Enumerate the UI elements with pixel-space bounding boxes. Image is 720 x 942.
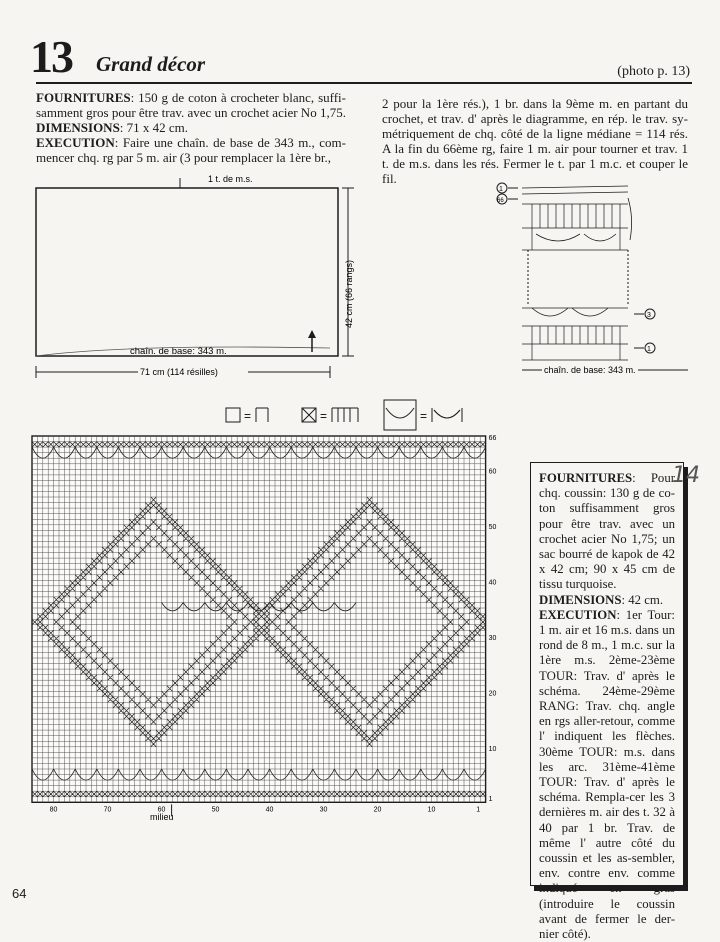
svg-text:=: = [420,409,428,423]
cushion-supplies-label: FOURNITURES [539,471,633,485]
chart-column-number: 50 [211,806,220,814]
section-title: Grand décor [96,52,206,76]
legend-open-mesh [226,408,268,423]
schematic-height-label: 42 cm (66 rangs) [344,259,354,328]
header-rule [36,82,692,84]
dimensions-paragraph [36,120,346,135]
chart-column-numbers [50,804,481,816]
dimension-schematic [30,168,360,380]
chart-column-number: 30 [319,806,328,814]
supplies-text: : 150 g de coton à crocheter blanc, suffi-samment gros pour être trav. avec un crochet acier No 1,75. [36,90,346,120]
detail-base-label: chaîn. de base: 343 m. [544,365,636,375]
dimensions-label: DIMENSIONS [36,120,120,135]
row-label-66: 66 [497,198,504,204]
chart-row-number: 30 [488,634,497,642]
execution-label: EXECUTION [36,135,115,150]
row-label-3: 3 [647,312,651,319]
chart-row-numbers [489,435,497,803]
handwritten-page-mark: 14 [672,463,700,488]
chart-row-number: 20 [488,690,497,698]
detail-stitch-diagram [488,178,688,378]
supplies-paragraph [36,90,346,120]
svg-text:=: = [244,409,252,423]
chart-column-number: 60 [157,806,166,814]
chart-column-number: 10 [427,806,436,814]
cushion-execution-label: EXECUTION [539,607,617,622]
detail-upper-stitches [532,204,620,250]
execution-paragraph [36,135,346,165]
chart-row-number: 1 [488,795,493,803]
execution-text: : Faire une chaîn. de base de 343 m., com-mencer chq. rg par 5 m. air (3 pour remplacer la 1ère br., [36,135,346,165]
chart-row-number: 66 [488,435,497,442]
middle-label: milieu [150,812,174,822]
legend-arch [384,400,462,430]
legend-filled-mesh [302,408,358,423]
cushion-text [539,471,675,942]
detail-turning-chain [628,198,632,240]
start-arrow-head [308,330,316,338]
schematic-width-label: 71 cm (114 résilles) [140,367,218,377]
page-number: 64 [12,886,27,901]
cushion-dimensions-label: DIMENSIONS [539,592,622,607]
cushion-supplies [539,471,675,593]
section-number: 13 [30,31,72,82]
schematic-outline [36,188,338,356]
chart-column-number: 40 [265,806,274,814]
row-label-1-top: 1 [499,186,503,193]
cushion-panel [530,462,684,942]
detail-upper-arches [536,234,616,241]
svg-text:=: = [320,409,328,423]
chart-column-number: 20 [373,806,382,814]
cushion-execution [539,608,675,942]
cushion-supplies-text: : Pour chq. coussin: 130 g de co-ton suffisamment gros pour être trav. avec un crochet acier No 1,75; un sac bourré de kapok de 42 x 42 cm; 90 x 45 cm de tissu turquoise. [539,471,675,592]
cushion-dimensions [539,593,675,608]
supplies-label: FOURNITURES [36,90,131,105]
schematic-top-label: 1 t. de m.s. [208,174,253,184]
chart-column-number: 80 [49,806,58,814]
filet-chart [28,432,498,824]
chart-row-number: 60 [488,468,497,476]
chart-column-number: 1 [476,806,481,814]
row-label-1-bottom: 1 [647,346,651,353]
cushion-dimensions-text: : 42 cm. [621,592,664,607]
detail-lower-arches [532,308,608,316]
left-text-column [36,90,346,165]
cushion-execution-text: : 1er Tour: 1 m. air et 16 m.s. dans un rond de 8 m., 1 m.c. sur la 1ère m.s. 2ème-23ème TOUR: Trav. d' après le schéma. 24ème-29ème RANG: Trav. chq. angle en rgs aller-retour, comme l' indiquent les flèches. 30ème TOUR: m.s. dans les arc. 31ème-41ème TOUR: Trav. d' après le schéma. Rempla-cer les 3 dernières m. air des t. 32 à 40 par 1 br. Trav. de même l' autre côté du coussin et les as-sembler, env. contre env. comme indiqué en gras (introduire le coussin avant de fermer le der-nier côté). [539,607,675,942]
detail-top-rows [522,186,628,194]
chart-row-number: 10 [488,745,497,753]
right-text-column: 2 pour la 1ère rés.), 1 br. dans la 9ème m. en partant du crochet, et trav. d' après le diagramme, en rép. le trav. sy-métriquement de chq. côté de la ligne médiane = 114 rés. A la fin du 66ème rg, faire 1 m. air pour tourner et trav. 1 t. de m.s. dans les rés. Fermer le t. par 1 m.c. et couper le fil. [382,96,688,186]
chart-row-number: 50 [488,523,497,531]
detail-lower-stitches [532,326,620,360]
chart-column-number: 70 [103,806,112,814]
photo-reference: (photo p. 13) [617,64,690,79]
dimensions-text: : 71 x 42 cm. [119,120,189,135]
stitch-legend [222,396,492,432]
schematic-base-label: chaîn. de base: 343 m. [130,346,227,357]
chart-row-number: 40 [488,579,497,587]
